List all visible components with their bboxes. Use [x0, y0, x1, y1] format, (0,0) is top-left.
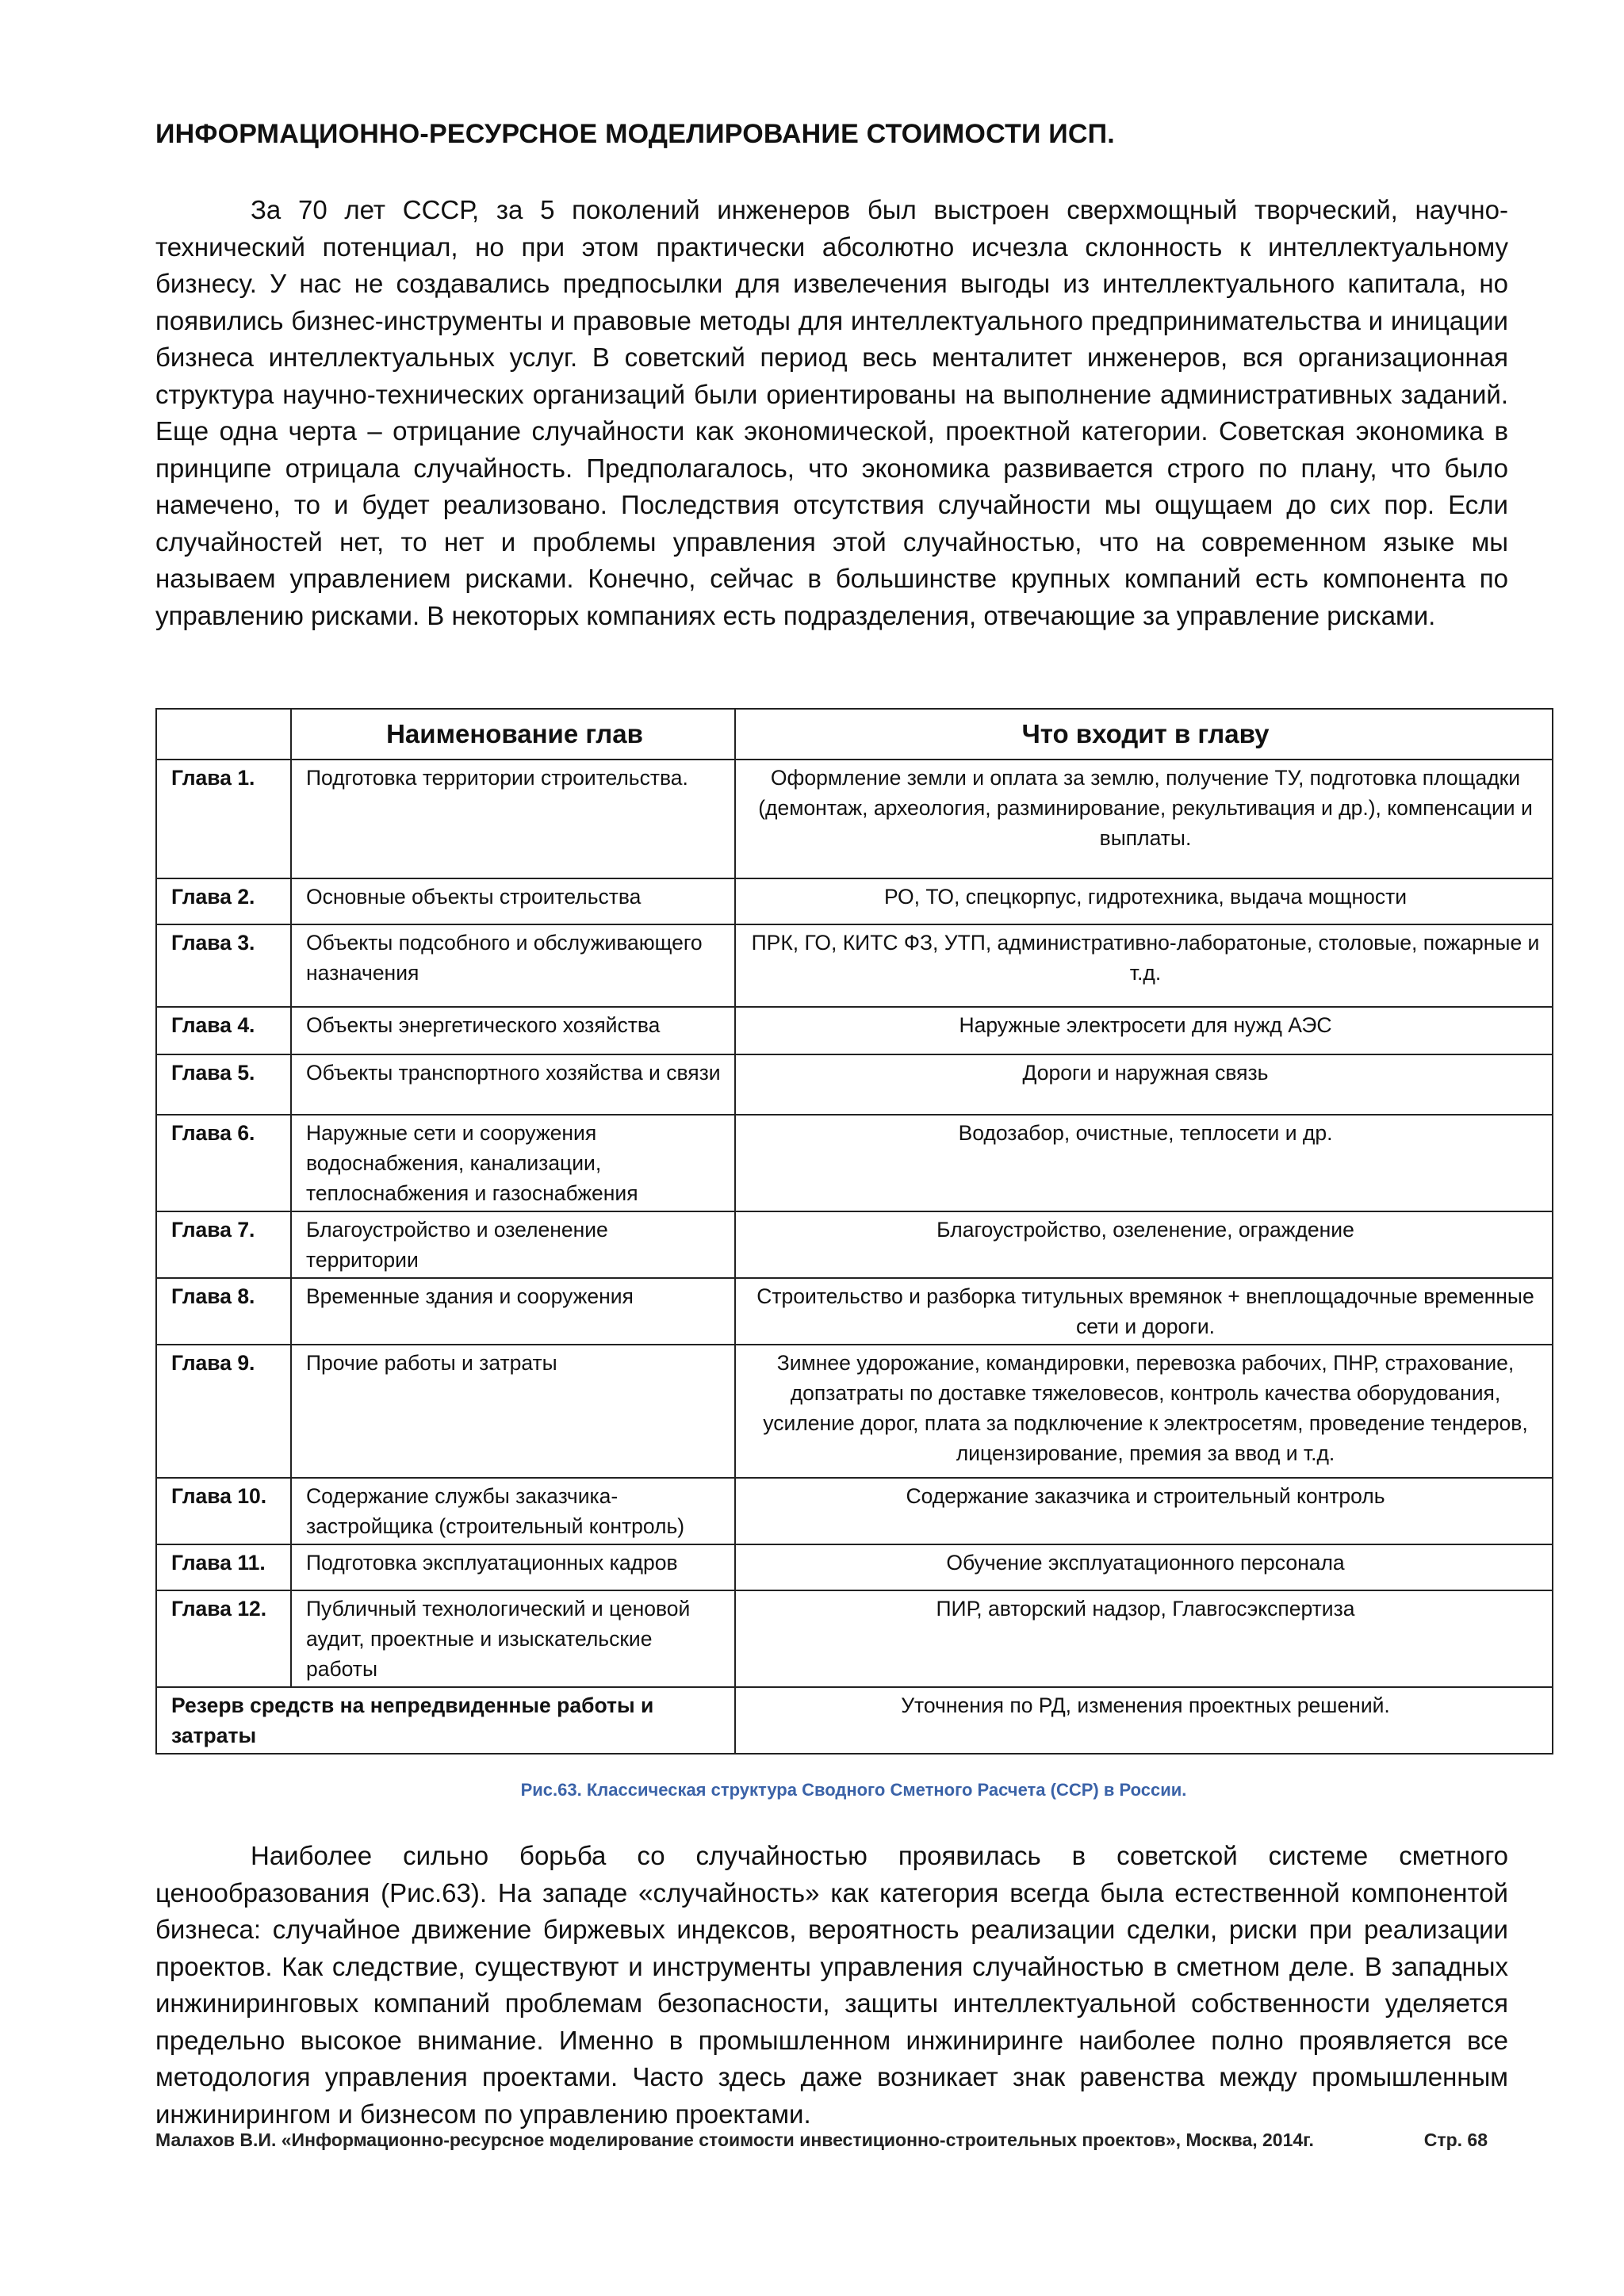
reserve-contents: Уточнения по РД, изменения проектных решений.: [735, 1687, 1553, 1754]
table-row: [156, 1054, 1553, 1115]
chapter-name: Объекты подсобного и обслуживающего назначения: [291, 924, 735, 1007]
chapter-number: Глава 5.: [156, 1054, 291, 1115]
chapter-number: Глава 7.: [156, 1211, 291, 1278]
intro-paragraph: За 70 лет СССР, за 5 поколений инженеров был выстроен сверхмощный творческий, научно-технический потенциал, но при этом практически абсолютно исчезла склонность к интеллектуальному бизнесу. У нас не создавались предпосылки для извелечения выгоды из интеллектуального капитала, но появились бизнес-инструменты и правовые методы для интеллектуального предпринимательства и иницации бизнеса интеллектуальных услуг. В советский период весь менталитет инженеров, вся организационная структура научно-технических организаций были ориентированы на выполнение административных заданий. Еще одна черта – отрицание случайности как экономической, проектной категории. Советская экономика в принципе отрицала случайность. Предполагалось, что экономика развивается строго по плану, что было намечено, то и будет реализовано. Последствия отсутствия случайности мы ощущаем до сих пор. Если случайностей нет, то нет и проблемы управления этой случайностью, что на современном языке мы называем управлением рисками. Конечно, сейчас в большинстве крупных компаний есть компонента по управлению рисками. В некоторых компаниях есть подразделения, отвечающие за управление рисками.: [155, 195, 1508, 630]
table-row-reserve: [156, 1687, 1553, 1754]
chapter-name: Объекты энергетического хозяйства: [291, 1007, 735, 1054]
chapter-contents: РО, ТО, спецкорпус, гидротехника, выдача мощности: [735, 878, 1553, 924]
chapter-number: Глава 3.: [156, 924, 291, 1007]
chapter-contents: Зимнее удорожание, командировки, перевозка рабочих, ПНР, страхование, допзатраты по доставке тяжеловесов, контроль качества оборудования, усиление дорог, плата за подключение к электросетям, проведение тендеров, лицензирование, премия за ввод и т.д.: [735, 1345, 1553, 1478]
chapter-contents: Благоустройство, озеленение, ограждение: [735, 1211, 1553, 1278]
ssr-structure-table: [155, 708, 1553, 1755]
table-row: [156, 924, 1553, 1007]
table-row: [156, 1590, 1553, 1687]
body-paragraph: Наиболее сильно борьба со случайностью проявилась в советской системе сметного ценообразования (Рис.63). На западе «случайность» как категория всегда была естественной компонентой бизнеса: случайное движение биржевых индексов, вероятность реализации сделки, риски при реализации проектов. Как следствие, существуют и инструменты управления случайностью в сметном деле. В западных инжиниринговых компаний проблемам безопасности, защиты интеллектуальной собственности уделяется предельно высокое внимание. Именно в промышленном инжиниринге наиболее полно проявляется все методология управления проектами. Часто здесь даже возникает знак равенства между промышленным инжинирингом и бизнесом по управлению проектами.: [155, 1841, 1508, 2129]
chapter-contents: ПРК, ГО, КИТС ФЗ, УТП, административно-лаборатоные, столовые, пожарные и т.д.: [735, 924, 1553, 1007]
chapter-number: Глава 9.: [156, 1345, 291, 1478]
figure-caption: Рис.63. Классическая структура Сводного Сметного Расчета (ССР) в России.: [520, 1780, 1187, 1800]
chapter-number: Глава 10.: [156, 1478, 291, 1544]
chapter-contents: ПИР, авторский надзор, Главгосэкспертиза: [735, 1590, 1553, 1687]
chapter-number: Глава 6.: [156, 1115, 291, 1211]
page-footer: [155, 2130, 1488, 2151]
chapter-number: Глава 8.: [156, 1278, 291, 1345]
table-row: [156, 1007, 1553, 1054]
table-header-row: [156, 709, 1553, 760]
chapter-name: Благоустройство и озеленение территории: [291, 1211, 735, 1278]
chapter-contents: Строительство и разборка титульных времянок + внеплощадочные временные сети и дороги.: [735, 1278, 1553, 1345]
table-row: [156, 760, 1553, 878]
chapter-number: Глава 4.: [156, 1007, 291, 1054]
chapter-contents: Обучение эксплуатационного персонала: [735, 1544, 1553, 1590]
table-row: [156, 1478, 1553, 1544]
chapter-number: Глава 2.: [156, 878, 291, 924]
chapter-name: Подготовка эксплуатационных кадров: [291, 1544, 735, 1590]
chapter-name: Наружные сети и сооружения водоснабжения, канализации, теплоснабжения и газоснабжения: [291, 1115, 735, 1211]
chapter-name: Временные здания и сооружения: [291, 1278, 735, 1345]
chapter-number: Глава 11.: [156, 1544, 291, 1590]
table-row: [156, 1278, 1553, 1345]
chapter-name: Публичный технологический и ценовой аудит, проектные и изыскательские работы: [291, 1590, 735, 1687]
chapter-name: Содержание службы заказчика-застройщика (строительный контроль): [291, 1478, 735, 1544]
chapter-contents: Наружные электросети для нужд АЭС: [735, 1007, 1553, 1054]
chapter-contents: Водозабор, очистные, теплосети и др.: [735, 1115, 1553, 1211]
footer-citation: Малахов В.И. «Информационно-ресурсное моделирование стоимости инвестиционно-строительных проектов», Москва, 2014г.: [155, 2130, 1314, 2150]
chapter-contents: Оформление земли и оплата за землю, получение ТУ, подготовка площадки (демонтаж, археология, разминирование, рекультивация и др.), компенсации и выплаты.: [735, 760, 1553, 878]
chapter-number: Глава 1.: [156, 760, 291, 878]
chapter-name: Объекты транспортного хозяйства и связи: [291, 1054, 735, 1115]
table-row: [156, 878, 1553, 924]
reserve-label: Резерв средств на непредвиденные работы и затраты: [156, 1687, 735, 1754]
header-chapter-name: Наименование глав: [291, 709, 735, 760]
chapter-name: Прочие работы и затраты: [291, 1345, 735, 1478]
header-chapter-contents: Что входит в главу: [735, 709, 1553, 760]
table-row: [156, 1211, 1553, 1278]
chapter-contents: Содержание заказчика и строительный контроль: [735, 1478, 1553, 1544]
chapter-name: Основные объекты строительства: [291, 878, 735, 924]
chapter-name: Подготовка территории строительства.: [291, 760, 735, 878]
table-row: [156, 1115, 1553, 1211]
chapter-contents: Дороги и наружная связь: [735, 1054, 1553, 1115]
table-row: [156, 1345, 1553, 1478]
page-title: ИНФОРМАЦИОННО-РЕСУРСНОЕ МОДЕЛИРОВАНИЕ СТОИМОСТИ ИСП.: [155, 119, 1115, 149]
table-row: [156, 1544, 1553, 1590]
chapter-number: Глава 12.: [156, 1590, 291, 1687]
header-empty-cell: [156, 709, 291, 760]
page-number: Стр. 68: [1423, 2130, 1488, 2150]
